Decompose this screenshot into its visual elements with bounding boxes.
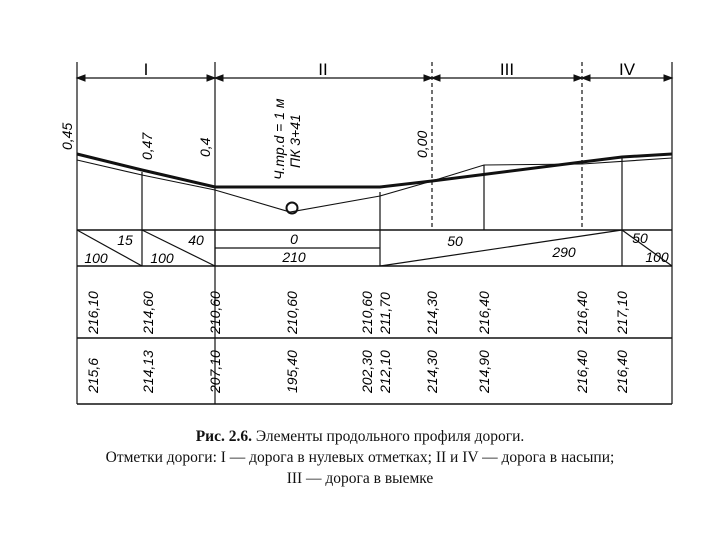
ground-elev-2: 214,13 — [140, 350, 156, 393]
figure-title: Элементы продольного профиля дороги. — [255, 428, 525, 445]
ground-elev-1: 215,6 — [85, 357, 101, 393]
design-elev-8: 216,40 — [476, 291, 492, 334]
section-label-3: III — [499, 60, 515, 79]
ground-elev-3: 207,10 — [207, 350, 223, 393]
ground-elev-9: 216,40 — [574, 350, 590, 393]
ground-elev-10: 216,40 — [614, 350, 630, 393]
mark-04: 0,4 — [197, 137, 213, 157]
design-elev-4: 210,60 — [284, 291, 300, 334]
section-label-1: I — [143, 60, 149, 79]
design-elev-2: 214,60 — [140, 291, 156, 334]
slope-3-top: 0 — [290, 231, 298, 247]
design-elev-5: 210,60 — [359, 291, 375, 334]
design-elev-9: 216,40 — [574, 291, 590, 334]
caption-line-3: III — дорога в выемке — [286, 470, 434, 487]
pipe-note-1: Ч.тр.d = 1 м — [271, 98, 287, 180]
slope-1-top: 15 — [117, 232, 133, 248]
caption-line-2: Отметки дороги: I — дорога в нулевых отметках; II и IV — дорога в насыпи; — [105, 449, 615, 466]
design-elev-3: 210,60 — [207, 291, 223, 334]
figure-number: Рис. 2.6. — [195, 428, 252, 445]
design-elev-6: 211,70 — [377, 292, 393, 334]
slope-2-bottom: 100 — [150, 250, 174, 266]
ground-elev-7: 214,30 — [424, 350, 440, 393]
slope-6-top: 50 — [632, 230, 648, 246]
pipe-note-2: ПК 3+41 — [287, 114, 303, 168]
design-line — [77, 154, 672, 187]
design-elev-1: 216,10 — [85, 291, 101, 334]
mark-047: 0,47 — [139, 132, 155, 160]
ground-elev-4: 195,40 — [284, 350, 300, 393]
caption-line-1 — [0, 426, 720, 447]
section-label-2: II — [318, 60, 328, 79]
section-label-4: IV — [618, 60, 636, 79]
slope-6-bottom: 100 — [645, 249, 669, 265]
slope-diag-5 — [380, 230, 622, 266]
ground-elev-8: 214,90 — [476, 350, 492, 393]
slope-4-top: 50 — [447, 233, 463, 249]
ground-elev-6: 212,10 — [377, 350, 393, 393]
slope-3-bottom: 210 — [282, 249, 306, 265]
design-elev-7: 214,30 — [424, 291, 440, 334]
design-elev-10: 217,10 — [614, 291, 630, 334]
mark-045: 0,45 — [59, 122, 75, 150]
mark-000: 0,00 — [414, 130, 430, 158]
slope-2-top: 40 — [188, 232, 204, 248]
slope-1-bottom: 100 — [84, 250, 108, 266]
slope-5-main: 290 — [552, 244, 576, 260]
ground-line — [77, 158, 672, 212]
figure-caption — [0, 426, 720, 489]
ground-elev-5: 202,30 — [359, 350, 375, 393]
